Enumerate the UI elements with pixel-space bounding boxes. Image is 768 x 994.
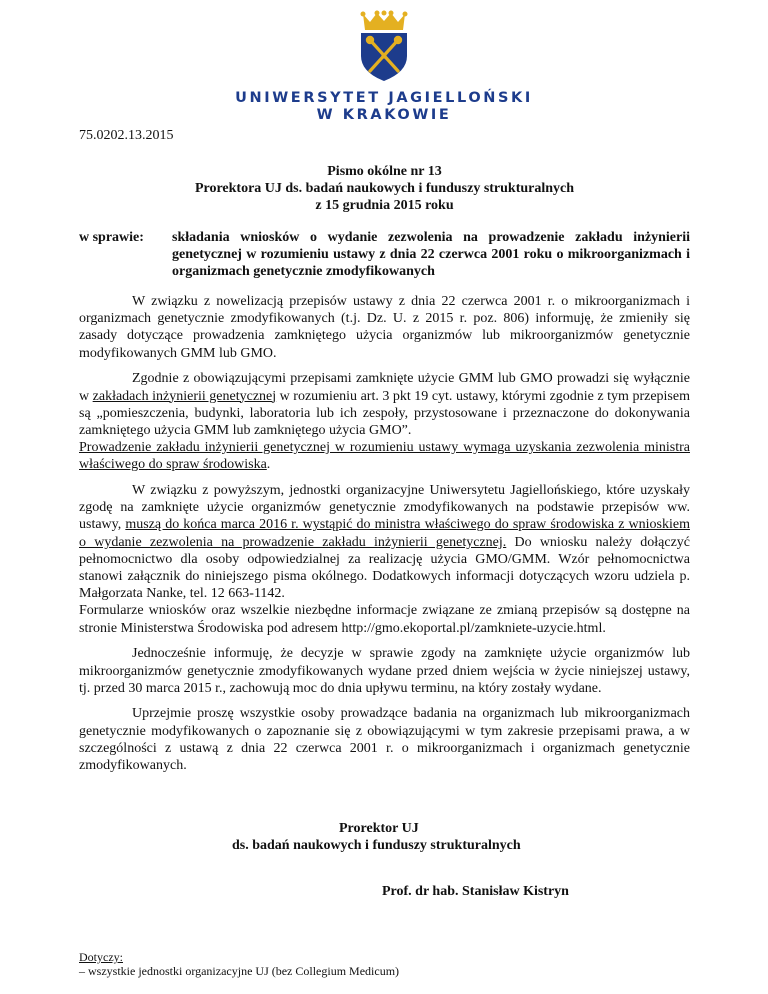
title-line2: Prorektora UJ ds. badań naukowych i funduszy strukturalnych <box>194 181 575 196</box>
paragraph-4: Jednocześnie informuję, że decyzje w sprawie zgody na zamknięte użycie organizmów lub mikroorganizmów genetycznie zmodyfikowanych wydane przed dniem wejścia w życie niniejszej ustawy, tj. przed 30 marca 2015 r., zachowują moc do dnia upływu terminu, na który zostały wydane. <box>79 646 690 696</box>
footer-heading: Dotyczy: <box>79 950 123 964</box>
requirement-end: . <box>266 457 271 473</box>
university-name <box>0 90 768 124</box>
subject-text: składania wniosków o wydanie zezwolenia na prowadzenie zakładu inżynierii genetycznej w rozumieniu ustawy z dnia 22 czerwca 2001 roku o mikroorganizmach i organizmach genetycznie zmodyfikowanych <box>172 230 690 279</box>
title-line3: z 15 grudnia 2015 roku <box>315 198 454 213</box>
paragraph-2-text-b: w rozumieniu art. 3 pkt 19 cyt. ustawy, którymi zgodnie z tym przepisem są „pomieszczenia, budynki, laboratoria lub ich zespoły, przystosowane i przeznaczone do dokonywania zamkniętego użycia GMM lub zamkniętego użycia GMO”. <box>79 388 690 438</box>
signature-name: Prof. dr hab. Stanisław Kistryn <box>382 884 569 899</box>
paragraph-3-text-a: W związku z powyższym, jednostki organizacyjne Uniwersytetu Jagiellońskiego, które uzyskały zgodę na zamknięte użycie organizmów genetycznie zmodyfikowanych na podstawie przepisów ww. ustawy, <box>79 483 690 533</box>
signature-title <box>79 820 690 854</box>
paragraph-3 <box>79 482 690 602</box>
paragraph-2-requirement <box>79 439 690 473</box>
paragraph-3-text-b: Do wniosku należy dołączyć pełnomocnictwo dla osoby odpowiedzialnej za realizację użycia GMO/GMM. Wzór pełnomocnictwa stanowi załącznik do niniejszego pisma okólnego. Dodatkowych informacji dotyczących wzoru udziela p. Małgorzata Nanke, tel. 12 663-1142. <box>79 534 690 602</box>
university-name-line1: UNIWERSYTET JAGIELLOŃSKI <box>235 90 533 106</box>
university-logo <box>0 10 768 124</box>
paragraph-2-underlined: zakładach inżynierii genetycznej <box>92 388 277 404</box>
paragraph-1: W związku z nowelizacją przepisów ustawy z dnia 22 czerwca 2001 r. o mikroorganizmach i organizmach genetycznie zmodyfikowanych (t.j. Dz. U. z 2015 r. poz. 806) informuję, że zmieniły się zasady dotyczące prowadzenia zamkniętego użycia organizmów lub mikroorganizmów genetycznie modyfikowanych GMM lub GMO. <box>79 294 690 361</box>
paragraph-3-underlined: muszą do końca marca 2016 r. wystąpić do ministra właściwego do spraw środowiska z wnioskiem o wydanie zezwolenia na prowadzenie zakładu inżynierii genetycznej. <box>79 517 690 550</box>
document-title <box>79 163 690 214</box>
reference-number: 75.0202.13.2015 <box>79 128 174 143</box>
document-body <box>79 293 690 783</box>
university-name-line2: W KRAKOWIE <box>316 107 452 123</box>
subject-block <box>79 229 690 280</box>
footer <box>79 950 399 978</box>
paragraph-3-forms: Formularze wniosków oraz wszelkie niezbędne informacje związane ze zmianą przepisów są dostępne na stronie Ministerstwa Środowiska pod adresem http://gmo.ekoportal.pl/zamkniete-uzycie.html. <box>79 603 690 636</box>
crest-icon <box>353 10 415 82</box>
requirement-underlined: Prowadzenie zakładu inżynierii genetycznej w rozumieniu ustawy wymaga uzyskania zezwolenia ministra właściwego do spraw środowiska <box>79 440 690 473</box>
paragraph-5: Uprzejmie proszę wszystkie osoby prowadzące badania na organizmach lub mikroorganizmach genetycznie modyfikowanych o zapoznanie się z obowiązującymi w tym zakresie przepisami prawa, a w szczególności z ustawą z dnia 22 czerwca 2001 r. o mikroorganizmach i organizmach genetycznie zmodyfikowanych. <box>79 706 690 774</box>
paragraph-2-text-a: Zgodnie z obowiązującymi przepisami zamknięte użycie GMM lub GMO prowadzi się wyłącznie w <box>79 371 690 404</box>
signature-line1: Prorektor UJ <box>339 821 419 836</box>
footer-item: – wszystkie jednostki organizacyjne UJ (bez Collegium Medicum) <box>79 964 400 978</box>
subject-label: w sprawie: <box>79 230 144 245</box>
paragraph-2 <box>79 370 690 439</box>
signature-line2: ds. badań naukowych i funduszy strukturalnych <box>232 838 521 853</box>
title-line1: Pismo okólne nr 13 <box>327 164 442 179</box>
